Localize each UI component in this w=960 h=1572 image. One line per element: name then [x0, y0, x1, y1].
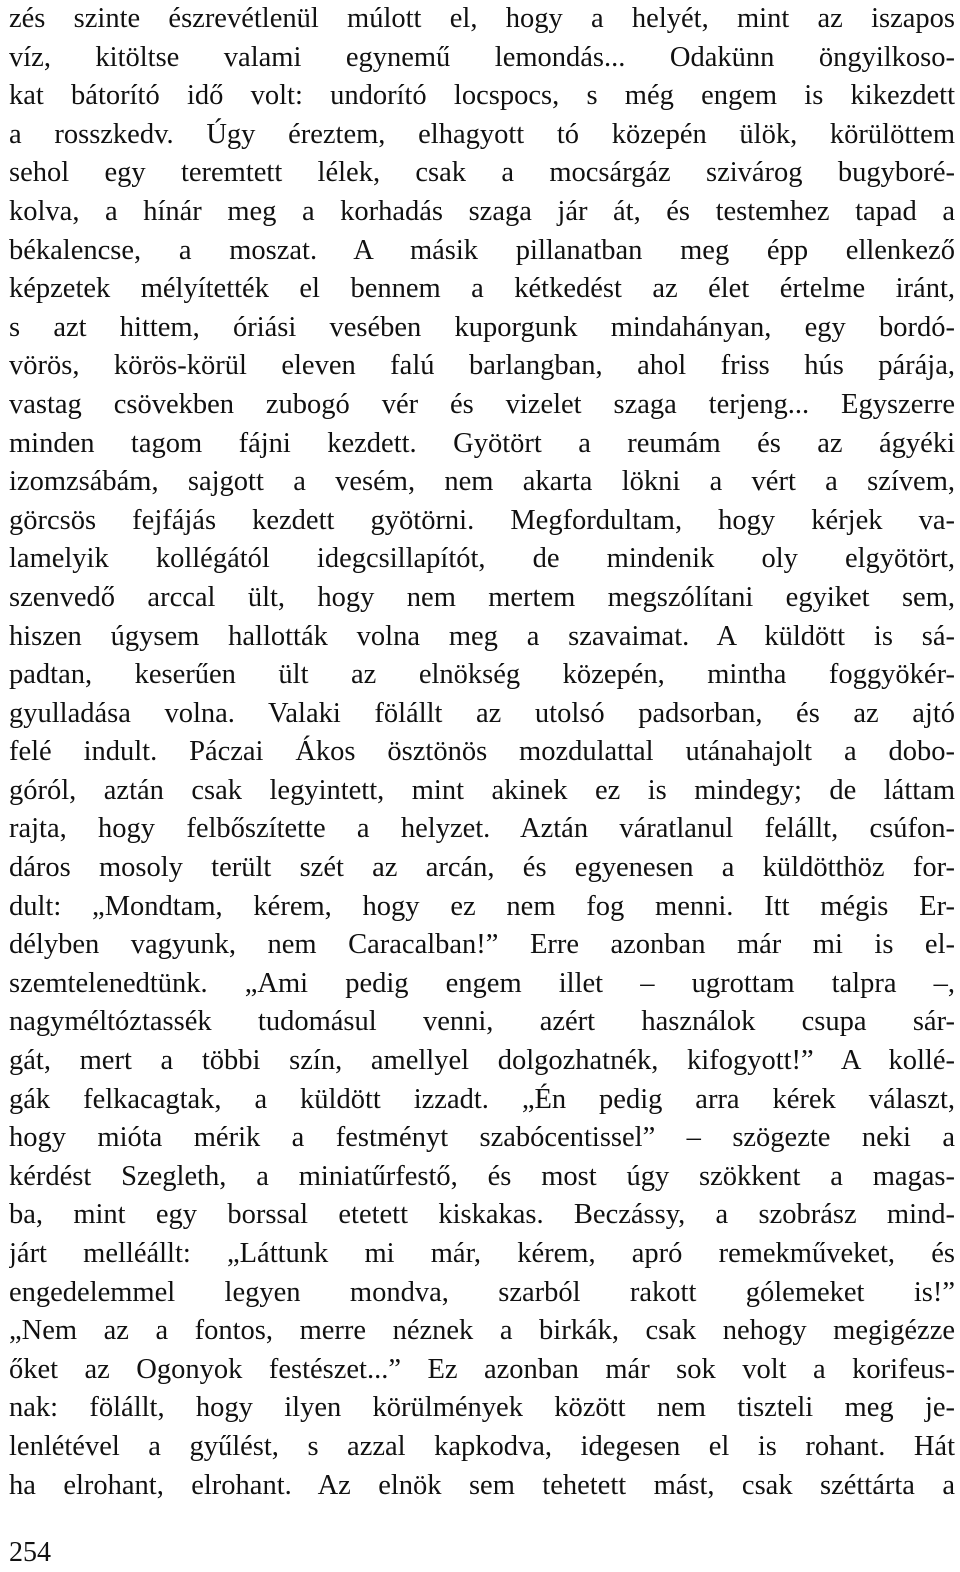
- text-line: kérdést Szegleth, a miniatűrfestő, és most úgy szökkent a magas-: [9, 1160, 955, 1192]
- text-line: izomzsábám, sajgott a vesém, nem akarta lökni a vért a szívem,: [9, 466, 955, 498]
- page-number: 254: [9, 1537, 51, 1568]
- text-line: gát, mert a többi szín, amellyel dolgozhatnék, kifogyott!” A kollé-: [9, 1045, 955, 1077]
- text-line: szemtelenedtünk. „Ami pedig engem illet – ugrottam talpra –,: [9, 967, 955, 999]
- text-line: járt melléállt: „Láttunk mi már, kérem, apró remekműveket, és: [9, 1238, 955, 1269]
- text-line: zés szinte észrevétlenül múlott el, hogy a helyét, mint az iszapos: [9, 3, 955, 34]
- text-line: „Nem az a fontos, merre néznek a birkák, csak nehogy megigézze: [9, 1315, 955, 1347]
- text-line: őket az Ogonyok festészet...” Ez azonban már sok volt a korifeus-: [9, 1353, 955, 1385]
- text-line: s azt hittem, óriási vesében kuporgunk mindahányan, egy bordó-: [9, 311, 955, 343]
- text-line: kolva, a hínár meg a korhadás szaga jár át, és testemhez tapad a: [9, 195, 955, 227]
- text-line: dult: „Mondtam, kérem, hogy ez nem fog menni. Itt mégis Er-: [9, 890, 955, 922]
- text-line: délyben vagyunk, nem Caracalban!” Erre azonban már mi is el-: [9, 929, 955, 961]
- text-line: padtan, keserűen ült az elnökség közepén, mintha foggyökér-: [9, 659, 955, 691]
- text-line: hiszen úgysem hallották volna meg a szavaimat. A küldött is sá-: [9, 620, 955, 652]
- text-line: vörös, körös-körül eleven falú barlangban, ahol friss hús párája,: [9, 350, 955, 382]
- text-line: minden tagom fájni kezdett. Gyötört a reumám és az ágyéki: [9, 427, 955, 459]
- text-line: képzetek mélyítették el bennem a kétkedést az élet értelme iránt,: [9, 273, 955, 305]
- text-line: kat bátorító idő volt: undorító locspocs, s még engem is kikezdett: [9, 80, 955, 112]
- text-line: engedelemmel legyen mondva, szarból rakott gólemeket is!”: [9, 1276, 955, 1308]
- body-text: [9, 0, 955, 1505]
- text-line: rajta, hogy felbőszítette a helyzet. Aztán váratlanul felállt, csúfon-: [9, 813, 955, 845]
- text-line: nagyméltóztassék tudomásul venni, azért használok csupa sár-: [9, 1006, 955, 1038]
- text-line: góról, aztán csak legyintett, mint akinek ez is mindegy; de láttam: [9, 774, 955, 806]
- text-line: lamelyik kollégától idegcsillapítót, de mindenik oly elgyötört,: [9, 543, 955, 575]
- text-line: felé indult. Páczai Ákos ösztönös mozdulattal utánahajolt a dobo-: [9, 736, 955, 768]
- text-line: lenlétével a gyűlést, s azzal kapkodva, idegesen el is rohant. Hát: [9, 1430, 955, 1462]
- text-line: hogy mióta mérik a festményt szabócentissel” – szögezte neki a: [9, 1122, 955, 1154]
- text-line: a rosszkedv. Úgy éreztem, elhagyott tó közepén ülök, körülöttem: [9, 118, 955, 150]
- text-line: víz, kitöltse valami egynemű lemondás... Odakünn öngyilkoso-: [9, 41, 955, 73]
- text-line: nak: fölállt, hogy ilyen körülmények között nem tiszteli meg je-: [9, 1392, 955, 1424]
- text-line: dáros mosoly terült szét az arcán, és egyenesen a küldötthöz for-: [9, 852, 955, 884]
- text-line: gyulladása volna. Valaki fölállt az utolsó padsorban, és az ajtó: [9, 697, 955, 729]
- text-line: sehol egy teremtett lélek, csak a mocsárgáz szivárog bugyboré-: [9, 157, 955, 189]
- text-line: görcsös fejfájás kezdett gyötörni. Megfordultam, hogy kérjek va-: [9, 504, 955, 536]
- text-line: ba, mint egy borssal etetett kiskakas. Beczássy, a szobrász mind-: [9, 1199, 955, 1231]
- text-line: ha elrohant, elrohant. Az elnök sem tehetett mást, csak széttárta a: [9, 1469, 955, 1501]
- text-line: szenvedő arccal ült, hogy nem mertem megszólítani egyiket sem,: [9, 581, 955, 613]
- text-line: békalencse, a moszat. A másik pillanatban meg épp ellenkező: [9, 234, 955, 266]
- text-line: vastag csövekben zubogó vér és vizelet szaga terjeng... Egyszerre: [9, 388, 955, 420]
- text-line: gák felkacagtak, a küldött izzadt. „Én pedig arra kérek választ,: [9, 1083, 955, 1115]
